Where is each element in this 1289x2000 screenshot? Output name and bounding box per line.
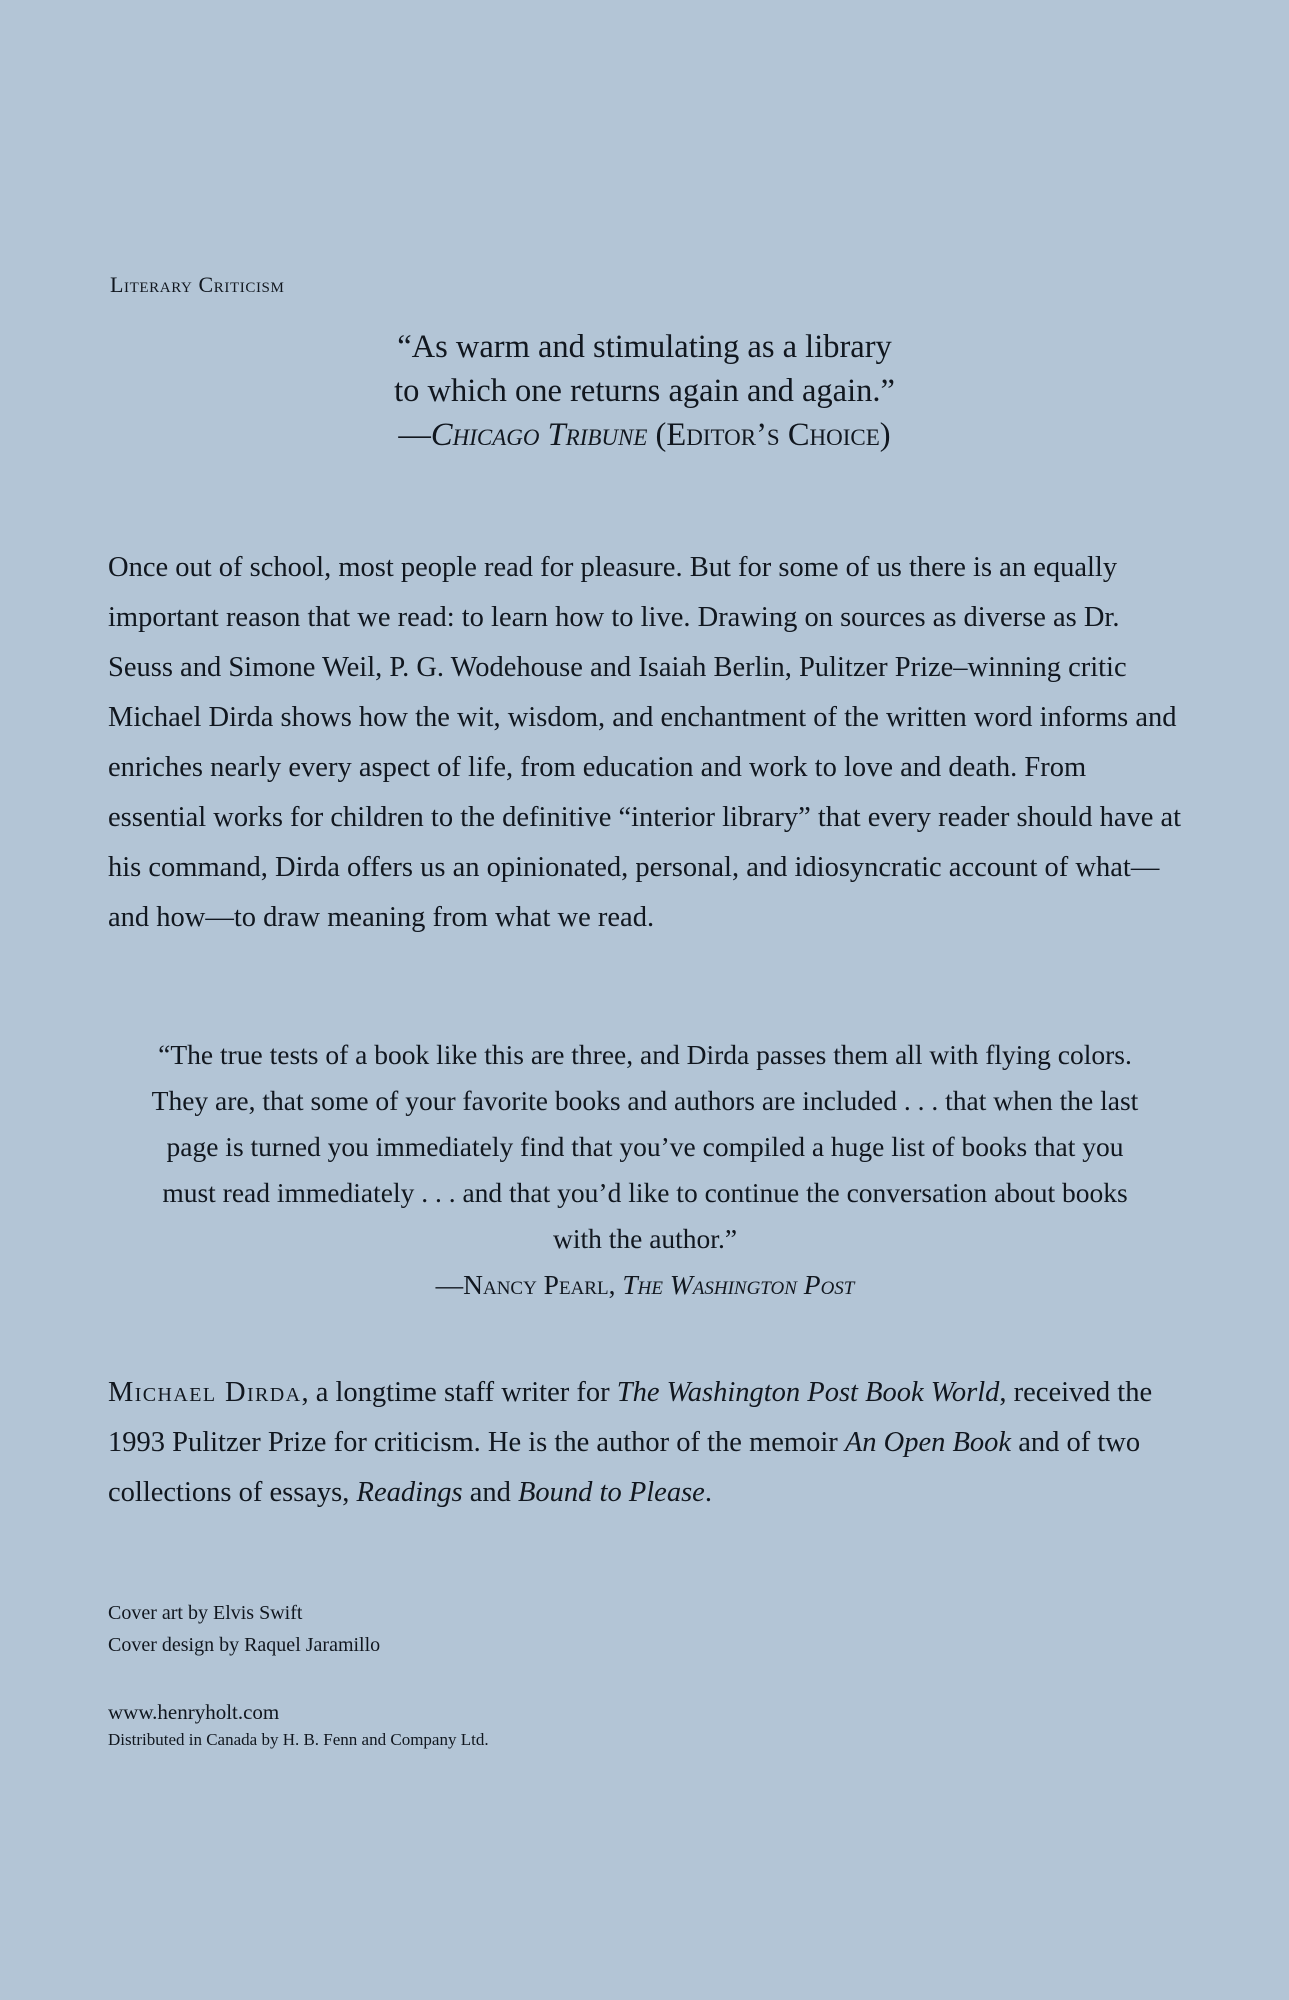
canada-distributor-line: Distributed in Canada by H. B. Fenn and Company Ltd. bbox=[108, 1730, 489, 1749]
review-pull-quote bbox=[140, 1032, 1150, 1308]
bio-title-washington-post-book-world: The Washington Post Book World bbox=[616, 1377, 1000, 1408]
cover-design-credit: Cover design by Raquel Jaramillo bbox=[108, 1634, 381, 1656]
genre-category-label: Literary Criticism bbox=[110, 272, 285, 297]
author-name: Michael Dirda bbox=[108, 1377, 302, 1408]
publisher-website-url[interactable]: www.henryholt.com bbox=[108, 1700, 280, 1724]
cover-art-credit: Cover art by Elvis Swift bbox=[108, 1602, 303, 1624]
top-quote-attribution bbox=[110, 413, 1179, 457]
top-quote-line-2: to which one returns again and again.” bbox=[394, 373, 895, 409]
review-quote-publication: The Washington Post bbox=[622, 1269, 855, 1300]
bio-title-an-open-book: An Open Book bbox=[844, 1427, 1012, 1458]
review-quote-attribution bbox=[140, 1262, 1150, 1308]
review-quote-dash: — bbox=[435, 1269, 464, 1300]
bio-segment-2: , received the 1993 Pulitzer Prize for criticism. He is the author of the memoir bbox=[108, 1377, 1153, 1458]
publisher-info bbox=[108, 1697, 489, 1753]
review-quote-separator: , bbox=[608, 1269, 623, 1300]
cover-credits bbox=[108, 1597, 380, 1661]
bio-segment-1: , a longtime staff writer for bbox=[301, 1377, 617, 1408]
bio-title-bound-to-please: Bound to Please bbox=[518, 1477, 705, 1508]
bio-segment-5: . bbox=[704, 1477, 712, 1508]
bio-segment-4: and bbox=[462, 1477, 519, 1508]
bio-segment-3: and of two collections of essays, bbox=[108, 1427, 1141, 1508]
top-quote-award: (Editor’s Choice) bbox=[647, 417, 891, 453]
top-quote-dash: — bbox=[398, 417, 431, 453]
top-pull-quote bbox=[110, 325, 1179, 457]
top-quote-line-1: “As warm and stimulating as a library bbox=[397, 329, 892, 365]
book-description-paragraph: Once out of school, most people read for pleasure. But for some of us there is an equally important reason that we read: to learn how to live. Drawing on sources as diverse as Dr. Seuss and Simone Weil, P. G. Wodehouse and Isaiah Berlin, Pulitzer Prize–winning critic Michael Dirda shows how the wit, wisdom, and enchantment of the written word informs and enriches nearly every aspect of life, from education and work to love and death. From essential works for children to the definitive “interior library” that every reader should have at his command, Dirda offers us an opinionated, personal, and idiosyncratic account of what—and how—to draw meaning from what we read. bbox=[108, 552, 1182, 933]
review-quote-person: Nancy Pearl bbox=[463, 1269, 609, 1300]
bio-title-readings: Readings bbox=[356, 1477, 463, 1508]
review-quote-body: “The true tests of a book like this are three, and Dirda passes them all with flying colors. They are, that some of your favorite books and authors are included . . . that when the last page is turned you immediately find that you’ve compiled a huge list of books that you must read immediately . . . and that you’d like to continue the conversation about books with the author.” bbox=[151, 1039, 1139, 1254]
author-biography bbox=[108, 1368, 1186, 1518]
top-quote-publication: Chicago Tribune bbox=[430, 417, 648, 453]
